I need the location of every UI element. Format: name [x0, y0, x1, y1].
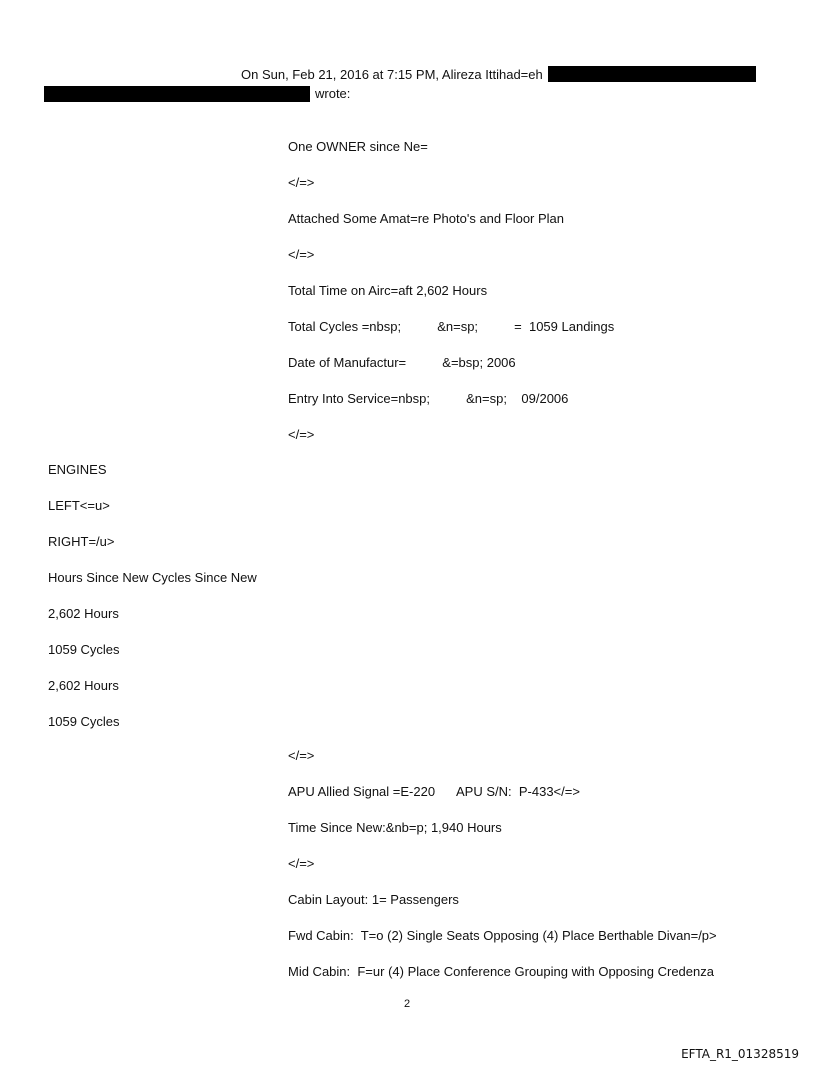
- redaction-block: [548, 66, 756, 82]
- body-line: </=>: [288, 748, 315, 763]
- engines-line: LEFT<=u>: [48, 498, 110, 513]
- engines-line: 1059 Cycles: [48, 642, 120, 657]
- engines-line: Hours Since New Cycles Since New: [48, 570, 257, 585]
- engines-heading: ENGINES: [48, 462, 107, 477]
- body-line: Total Time on Airc=aft 2,602 Hours: [288, 283, 488, 298]
- engines-line: RIGHT=/u>: [48, 534, 115, 549]
- page-number: 2: [404, 998, 411, 1010]
- body-line: </=>: [288, 856, 315, 871]
- body-line: Fwd Cabin: T=o (2) Single Seats Opposing (4) Place Berthable Divan=/p>: [288, 928, 717, 943]
- body-line: One OWNER since Ne=: [288, 139, 428, 154]
- engines-line: 2,602 Hours: [48, 678, 119, 693]
- body-line: Date of Manufactur= &=bsp; 2006: [288, 355, 516, 370]
- body-line: Mid Cabin: F=ur (4) Place Conference Grouping with Opposing Credenza: [288, 964, 714, 979]
- body-line: </=>: [288, 247, 315, 262]
- body-line: Entry Into Service=nbsp; &n=sp; 09/2006: [288, 391, 569, 406]
- document-id: EFTA_R1_01328519: [681, 1047, 799, 1061]
- header-line-2: wrote:: [315, 86, 351, 101]
- redaction-block: [44, 86, 310, 102]
- engines-line: 1059 Cycles: [48, 714, 120, 729]
- header-line-1: On Sun, Feb 21, 2016 at 7:15 PM, Alireza Ittihad=eh: [241, 67, 543, 82]
- body-line: Cabin Layout: 1= Passengers: [288, 892, 459, 907]
- body-line: </=>: [288, 427, 315, 442]
- body-line: </=>: [288, 175, 315, 190]
- body-line: Time Since New:&nb=p; 1,940 Hours: [288, 820, 502, 835]
- engines-line: 2,602 Hours: [48, 606, 119, 621]
- body-line: APU Allied Signal =E-220 APU S/N: P-433</=>: [288, 784, 580, 799]
- body-line: Attached Some Amat=re Photo's and Floor Plan: [288, 211, 565, 226]
- body-line: Total Cycles =nbsp; &n=sp; = 1059 Landings: [288, 319, 615, 334]
